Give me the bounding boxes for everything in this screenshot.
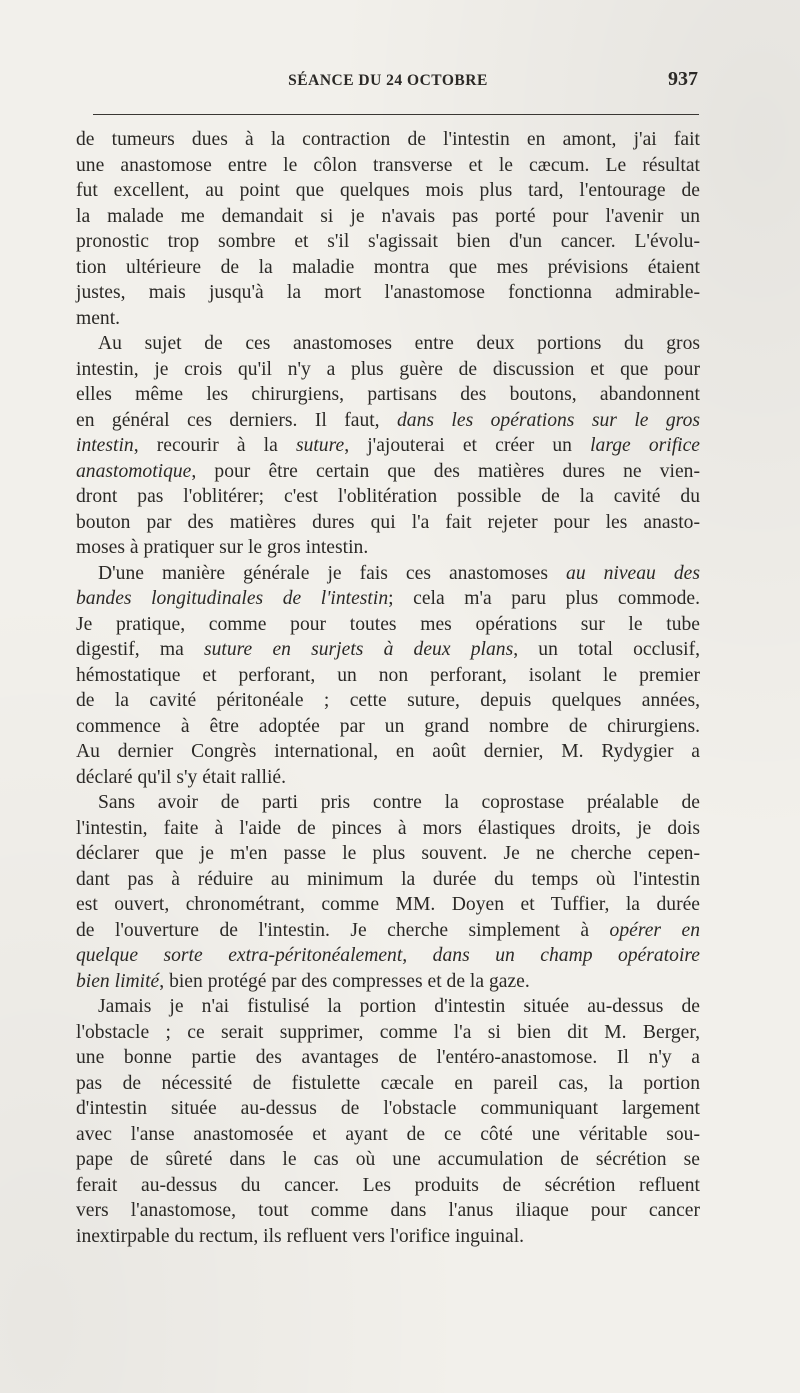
text-segment: hémostatique et perforant, un non perforant, isolant le premier	[76, 664, 700, 686]
text-segment: une anastomose entre le côlon transverse et le cæcum. Le résultat	[76, 154, 700, 176]
text-line	[76, 459, 700, 485]
text-segment: , recourir à la	[133, 435, 296, 456]
italic-text: bandes longitudinales de l'intestin	[76, 588, 389, 609]
text-segment: Au dernier Congrès international, en août dernier, M. Rydygier a	[76, 741, 700, 762]
text-line	[76, 382, 700, 408]
text-line	[76, 918, 700, 944]
text-segment: ; cela m'a paru plus commode.	[388, 588, 700, 609]
text-line	[76, 1198, 700, 1224]
text-segment: tion ultérieure de la maladie montra que mes prévisions étaient	[76, 256, 700, 278]
text-line	[76, 178, 700, 204]
text-line	[76, 561, 700, 587]
text-line	[76, 306, 700, 332]
text-segment: Sans avoir de parti pris contre la coprostase préalable de	[98, 792, 700, 813]
text-segment: digestif, ma	[76, 639, 204, 660]
text-segment: d'intestin située au-dessus de l'obstacle communiquant largement	[76, 1098, 700, 1119]
text-segment: vers l'anastomose, tout comme dans l'anus iliaque pour cancer	[76, 1200, 700, 1221]
text-segment: commence à être adoptée par un grand nombre de chirurgiens.	[76, 715, 700, 737]
text-line	[76, 331, 700, 357]
text-line	[76, 1071, 700, 1097]
text-segment: elles même les chirurgiens, partisans des boutons, abandonnent	[76, 384, 700, 405]
text-line	[76, 841, 700, 867]
text-segment: ferait au-dessus du cancer. Les produits de sécrétion refluent	[76, 1174, 700, 1196]
text-segment: bouton par des matières dures qui l'a fait rejeter pour les anasto-	[76, 511, 700, 533]
text-segment: pas de nécessité de fistulette cæcale en pareil cas, la portion	[76, 1072, 700, 1094]
text-line	[76, 765, 700, 791]
text-segment: de la cavité péritonéale ; cette suture, depuis quelques années,	[76, 690, 700, 711]
text-segment: D'une manière générale je fais ces anastomoses	[98, 562, 567, 584]
text-line	[76, 612, 700, 638]
text-line	[76, 637, 700, 663]
italic-text: large orifice	[590, 435, 700, 456]
italic-text: intestin	[76, 435, 134, 456]
text-segment: inextirpable du rectum, ils refluent vers l'orifice inguinal.	[76, 1225, 525, 1247]
text-line	[76, 357, 700, 383]
text-segment: moses à pratiquer sur le gros intestin.	[76, 537, 369, 558]
text-line	[76, 663, 700, 689]
italic-text: anastomotique	[76, 460, 192, 482]
italic-text: bien limité	[76, 970, 160, 992]
text-segment: est ouvert, chronométrant, comme MM. Doyen et Tuffier, la durée	[76, 894, 700, 915]
text-segment: fut excellent, au point que quelques mois plus tard, l'entourage de	[76, 180, 700, 201]
text-segment: Jamais je n'ai fistulisé la portion d'intestin située au-dessus de	[98, 996, 700, 1017]
text-segment: déclarer que je m'en passe le plus souvent. Je ne cherche cepen-	[76, 843, 700, 864]
text-line	[76, 1147, 700, 1173]
text-segment: de l'ouverture de l'intestin. Je cherche simplement à	[76, 919, 610, 941]
text-line	[76, 1096, 700, 1122]
text-segment: avec l'anse anastomosée et ayant de ce côté une véritable sou-	[76, 1123, 700, 1145]
text-line	[76, 153, 700, 179]
text-line	[76, 586, 700, 612]
text-segment: dant pas à réduire au minimum la durée du temps où l'intestin	[76, 868, 700, 890]
text-segment: ment.	[76, 307, 121, 329]
text-line	[76, 867, 700, 893]
text-line	[76, 1020, 700, 1046]
text-line	[76, 535, 700, 561]
text-line	[76, 204, 700, 230]
text-segment: , un total occlusif,	[513, 639, 701, 660]
text-line	[76, 408, 700, 434]
text-line	[76, 510, 700, 536]
text-segment: déclaré qu'il s'y était rallié.	[76, 766, 286, 788]
text-line	[76, 1173, 700, 1199]
text-line	[76, 484, 700, 510]
text-line	[76, 280, 700, 306]
text-segment: pape de sûreté dans le cas où une accumulation de sécrétion se	[76, 1149, 700, 1170]
text-segment: l'intestin, faite à l'aide de pinces à mors élastiques droits, je dois	[76, 817, 700, 839]
header-rule	[93, 114, 699, 115]
text-line	[76, 688, 700, 714]
text-segment: , pour être certain que des matières dures ne vien-	[191, 460, 700, 482]
text-segment: pronostic trop sombre et s'il s'agissait bien d'un cancer. L'évolu-	[76, 231, 700, 252]
text-segment: Je pratique, comme pour toutes mes opérations sur le tube	[76, 613, 700, 635]
body-text	[76, 127, 700, 1249]
text-line	[76, 1224, 700, 1250]
page-header	[76, 68, 700, 98]
text-line	[76, 994, 700, 1020]
text-line	[76, 1122, 700, 1148]
text-line	[76, 943, 700, 969]
text-line	[76, 969, 700, 995]
text-segment: , bien protégé par des compresses et de la gaze.	[159, 970, 530, 992]
italic-text: suture en surjets à deux plans	[204, 639, 514, 660]
text-segment: l'obstacle ; ce serait supprimer, comme l'a si bien dit M. Berger,	[76, 1021, 700, 1043]
text-segment: intestin, je crois qu'il n'y a plus guère de discussion et que pour	[76, 358, 700, 380]
text-line	[76, 1045, 700, 1071]
italic-text: au niveau des	[566, 562, 700, 584]
italic-text: opérer en	[609, 919, 700, 941]
text-segment: de tumeurs dues à la contraction de l'intestin en amont, j'ai fait	[76, 129, 700, 150]
text-segment: une bonne partie des avantages de l'entéro-anastomose. Il n'y a	[76, 1047, 700, 1068]
text-segment: dront pas l'oblitérer; c'est l'oblitération possible de la cavité du	[76, 486, 700, 507]
italic-text: dans les opérations sur le gros	[397, 409, 700, 431]
text-line	[76, 255, 700, 281]
text-line	[76, 816, 700, 842]
text-line	[76, 739, 700, 765]
text-line	[76, 790, 700, 816]
text-segment: justes, mais jusqu'à la mort l'anastomose fonctionna admirable-	[76, 282, 700, 303]
running-title: SÉANCE DU 24 OCTOBRE	[288, 72, 488, 89]
italic-text: suture	[295, 435, 345, 456]
text-segment: , j'ajouterai et créer un	[344, 435, 591, 456]
text-line	[76, 714, 700, 740]
page-number: 937	[668, 68, 698, 90]
text-line	[76, 127, 700, 153]
text-segment: Au sujet de ces anastomoses entre deux portions du gros	[98, 333, 700, 354]
text-segment: la malade me demandait si je n'avais pas porté pour l'avenir un	[76, 205, 700, 227]
italic-text: quelque sorte extra-péritonéalement, dans un champ opératoire	[76, 945, 700, 966]
text-line	[76, 229, 700, 255]
text-line	[76, 433, 700, 459]
text-segment: en général ces derniers. Il faut,	[76, 409, 397, 431]
text-line	[76, 892, 700, 918]
